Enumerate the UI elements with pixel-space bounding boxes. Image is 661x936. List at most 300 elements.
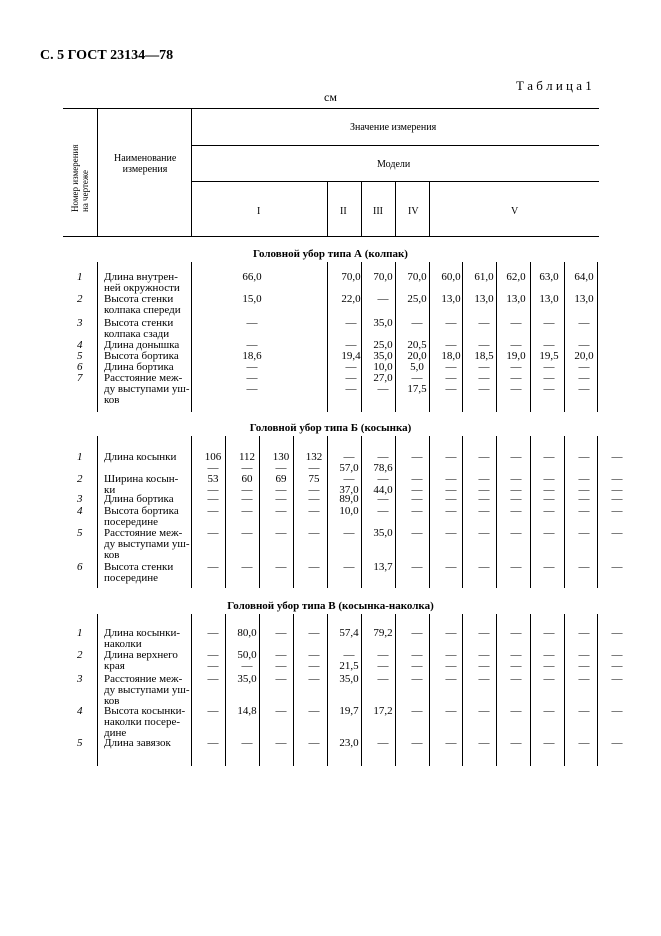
row-number: 5 — [77, 737, 83, 749]
table-label: Т а б л и ц а 1 — [516, 78, 592, 93]
measurement-name: наколки — [104, 638, 142, 650]
value-cell: — — [377, 293, 389, 305]
measurement-name: Расстояние меж- — [104, 372, 183, 384]
value-cell: — — [445, 451, 457, 463]
value-cell: 70,0 — [341, 271, 361, 283]
value-cell: — — [543, 527, 555, 539]
value-cell: — — [275, 505, 287, 517]
name-header: Наименование измерения — [114, 153, 177, 175]
value-cell: — — [411, 493, 423, 505]
measurement-name: ков — [104, 394, 120, 406]
value-cell: 75 — [308, 473, 320, 485]
measurement-name: Высота стенки — [104, 317, 174, 329]
value-cell: — — [543, 473, 555, 485]
value-cell: — — [345, 361, 357, 373]
value-cell: — — [510, 372, 522, 384]
model-2: II — [340, 206, 347, 217]
measurement-name: ков — [104, 549, 120, 561]
value-cell: — — [578, 493, 590, 505]
value-cell: 5,0 — [410, 361, 424, 373]
value-cell: 19,4 — [341, 350, 361, 362]
value-cell: — — [246, 339, 258, 351]
value-cell: — — [543, 339, 555, 351]
measurement-name: ков — [104, 695, 120, 707]
value-cell: 13,0 — [574, 293, 594, 305]
value-cell: — — [345, 339, 357, 351]
value-cell: — — [543, 451, 555, 463]
value-cell: — — [478, 473, 490, 485]
value-cell: — — [241, 660, 253, 672]
measurement-name: Длина бортика — [104, 361, 174, 373]
value-cell: — — [275, 561, 287, 573]
num-header: Номер измерения на чертеже — [70, 144, 90, 212]
value-cell: — — [611, 673, 623, 685]
value-cell: 35,0 — [373, 350, 393, 362]
value-cell: — — [246, 383, 258, 395]
value-cell: — — [611, 737, 623, 749]
value-cell: 17,2 — [373, 705, 393, 717]
measurement-name: Расстояние меж- — [104, 527, 183, 539]
value-cell: — — [510, 339, 522, 351]
measurement-name: дине — [104, 727, 127, 739]
measurement-name: ду выступами уш- — [104, 383, 190, 395]
column-divider — [191, 614, 192, 766]
column-divider — [97, 262, 98, 412]
column-divider — [327, 262, 328, 412]
value-cell: — — [411, 527, 423, 539]
measurement-name: Длина внутрен- — [104, 271, 178, 283]
value-header: Значение измерения — [350, 122, 437, 133]
value-cell: 21,5 — [339, 660, 359, 672]
value-cell: — — [345, 383, 357, 395]
value-cell: — — [578, 361, 590, 373]
value-cell: — — [207, 527, 219, 539]
value-cell: — — [611, 527, 623, 539]
value-cell: — — [543, 737, 555, 749]
measurement-name: колпака спереди — [104, 304, 181, 316]
value-cell: — — [275, 673, 287, 685]
value-cell: — — [377, 505, 389, 517]
value-cell: — — [543, 361, 555, 373]
value-cell: 53 — [207, 473, 219, 485]
column-divider — [191, 262, 192, 412]
value-cell: — — [445, 493, 457, 505]
value-cell: 130 — [272, 451, 290, 463]
value-cell: — — [275, 705, 287, 717]
measurement-name: посередине — [104, 572, 159, 584]
column-divider — [191, 436, 192, 588]
value-cell: — — [308, 493, 320, 505]
value-cell: 10,0 — [373, 361, 393, 373]
row-number: 3 — [77, 493, 83, 505]
row-number: 4 — [77, 505, 83, 517]
value-cell: 18,5 — [474, 350, 494, 362]
value-cell: — — [246, 372, 258, 384]
value-cell: — — [543, 317, 555, 329]
value-cell: — — [578, 649, 590, 661]
value-cell: — — [343, 561, 355, 573]
value-cell: 112 — [238, 451, 256, 463]
value-cell: — — [377, 493, 389, 505]
value-cell: 69 — [275, 473, 287, 485]
value-cell: — — [377, 473, 389, 485]
value-cell: — — [241, 737, 253, 749]
model-4: IV — [408, 206, 419, 217]
value-cell: — — [207, 462, 219, 474]
value-cell: — — [207, 627, 219, 639]
value-cell: 22,0 — [341, 293, 361, 305]
value-cell: — — [241, 561, 253, 573]
value-cell: — — [543, 627, 555, 639]
value-cell: 80,0 — [237, 627, 257, 639]
model-3: III — [373, 206, 383, 217]
value-cell: — — [207, 737, 219, 749]
value-cell: — — [411, 649, 423, 661]
value-cell: — — [308, 660, 320, 672]
value-cell: — — [411, 673, 423, 685]
value-cell: 14,8 — [237, 705, 257, 717]
value-cell: 27,0 — [373, 372, 393, 384]
value-cell: — — [207, 493, 219, 505]
value-cell: 13,0 — [441, 293, 461, 305]
value-cell: — — [445, 505, 457, 517]
measurement-name: посередине — [104, 516, 159, 528]
column-divider — [564, 262, 565, 412]
value-cell: — — [478, 673, 490, 685]
value-cell: — — [377, 673, 389, 685]
value-cell: — — [246, 317, 258, 329]
value-cell: 25,0 — [407, 293, 427, 305]
value-cell: — — [275, 462, 287, 474]
value-cell: — — [377, 383, 389, 395]
column-divider — [564, 614, 565, 766]
value-cell: — — [275, 627, 287, 639]
measurement-name: Высота стенки — [104, 293, 174, 305]
value-cell: — — [510, 451, 522, 463]
value-cell: — — [445, 627, 457, 639]
measurement-name: Длина завязок — [104, 737, 171, 749]
value-cell: — — [611, 660, 623, 672]
value-cell: — — [308, 505, 320, 517]
value-cell: — — [510, 737, 522, 749]
value-cell: — — [478, 493, 490, 505]
value-cell: — — [478, 737, 490, 749]
value-cell: — — [578, 527, 590, 539]
value-cell: — — [510, 561, 522, 573]
value-cell: 106 — [204, 451, 222, 463]
value-cell: — — [345, 372, 357, 384]
value-cell: — — [343, 451, 355, 463]
value-cell: 15,0 — [242, 293, 262, 305]
value-cell: 19,5 — [539, 350, 559, 362]
value-cell: 132 — [305, 451, 323, 463]
value-cell: — — [246, 361, 258, 373]
value-cell: — — [275, 649, 287, 661]
value-cell: 60,0 — [441, 271, 461, 283]
value-cell: — — [411, 451, 423, 463]
value-cell: — — [241, 484, 253, 496]
value-cell: — — [377, 451, 389, 463]
value-cell: 35,0 — [373, 317, 393, 329]
value-cell: — — [445, 660, 457, 672]
value-cell: — — [578, 705, 590, 717]
column-divider — [97, 614, 98, 766]
value-cell: — — [611, 505, 623, 517]
value-cell: — — [445, 361, 457, 373]
value-cell: — — [611, 493, 623, 505]
value-cell: — — [478, 660, 490, 672]
measurement-name: Высота бортика — [104, 505, 179, 517]
row-number: 6 — [77, 361, 83, 373]
measurement-name: Высота косынки- — [104, 705, 186, 717]
value-cell: — — [543, 505, 555, 517]
value-cell: 57,0 — [339, 462, 359, 474]
measurement-name: Длина косынки — [104, 451, 177, 463]
measurement-name: Высота бортика — [104, 350, 179, 362]
value-cell: — — [578, 383, 590, 395]
value-cell: — — [241, 493, 253, 505]
value-cell: — — [611, 705, 623, 717]
measurement-name: ду выступами уш- — [104, 538, 190, 550]
value-cell: — — [543, 561, 555, 573]
value-cell: 18,6 — [242, 350, 262, 362]
value-cell: 19,7 — [339, 705, 359, 717]
value-cell: 61,0 — [474, 271, 494, 283]
value-cell: — — [445, 484, 457, 496]
value-cell: — — [510, 527, 522, 539]
value-cell: — — [207, 673, 219, 685]
value-cell: — — [611, 473, 623, 485]
column-divider — [97, 436, 98, 588]
value-cell: — — [308, 462, 320, 474]
model-5: V — [511, 206, 519, 217]
value-cell: — — [411, 737, 423, 749]
value-cell: — — [478, 561, 490, 573]
value-cell: — — [510, 649, 522, 661]
value-cell: — — [510, 673, 522, 685]
value-cell: 63,0 — [539, 271, 559, 283]
value-cell: — — [445, 649, 457, 661]
value-cell: 13,0 — [506, 293, 526, 305]
value-cell: 62,0 — [506, 271, 526, 283]
value-cell: 78,6 — [373, 462, 393, 474]
value-cell: 70,0 — [373, 271, 393, 283]
value-cell: — — [275, 660, 287, 672]
row-number: 2 — [77, 293, 83, 305]
value-cell: — — [611, 649, 623, 661]
column-divider — [564, 436, 565, 588]
value-cell: — — [611, 484, 623, 496]
value-cell: — — [510, 705, 522, 717]
value-cell: — — [478, 505, 490, 517]
value-cell: 20,0 — [407, 350, 427, 362]
value-cell: — — [478, 383, 490, 395]
row-number: 1 — [77, 451, 83, 463]
value-cell: — — [478, 339, 490, 351]
value-cell: — — [308, 705, 320, 717]
value-cell: — — [578, 627, 590, 639]
measurement-name: ней окружности — [104, 282, 180, 294]
value-cell: — — [578, 339, 590, 351]
value-cell: — — [241, 505, 253, 517]
value-cell: — — [241, 527, 253, 539]
value-cell: — — [445, 372, 457, 384]
value-cell: 25,0 — [373, 339, 393, 351]
value-cell: 64,0 — [574, 271, 594, 283]
row-number: 1 — [77, 627, 83, 639]
value-cell: — — [445, 383, 457, 395]
value-cell: — — [478, 451, 490, 463]
value-cell: — — [578, 372, 590, 384]
section-title: Головной убор типа В (косынка-наколка) — [227, 600, 434, 612]
value-cell: — — [411, 317, 423, 329]
measurement-name: Высота стенки — [104, 561, 174, 573]
value-cell: — — [578, 505, 590, 517]
value-cell: 57,4 — [339, 627, 359, 639]
value-cell: — — [411, 705, 423, 717]
value-cell: — — [207, 705, 219, 717]
value-cell: — — [478, 527, 490, 539]
value-cell: — — [543, 660, 555, 672]
model-1: I — [257, 206, 261, 217]
value-cell: — — [543, 649, 555, 661]
value-cell: — — [578, 473, 590, 485]
value-cell: — — [207, 484, 219, 496]
value-cell: 35,0 — [373, 527, 393, 539]
value-cell: — — [411, 505, 423, 517]
value-cell: — — [411, 660, 423, 672]
value-cell: — — [510, 317, 522, 329]
value-cell: — — [411, 372, 423, 384]
value-cell: 13,7 — [373, 561, 393, 573]
value-cell: — — [445, 673, 457, 685]
value-cell: — — [510, 473, 522, 485]
value-cell: — — [611, 451, 623, 463]
row-number: 7 — [77, 372, 83, 384]
value-cell: — — [343, 473, 355, 485]
value-cell: — — [241, 462, 253, 474]
measurement-name: колпака сзади — [104, 328, 170, 340]
value-cell: — — [308, 627, 320, 639]
value-cell: — — [445, 737, 457, 749]
value-cell: 79,2 — [373, 627, 393, 639]
value-cell: 35,0 — [237, 673, 257, 685]
value-cell: — — [510, 627, 522, 639]
value-cell: — — [308, 527, 320, 539]
value-cell: 13,0 — [474, 293, 494, 305]
row-number: 6 — [77, 561, 83, 573]
measurement-name: ду выступами уш- — [104, 684, 190, 696]
value-cell: — — [578, 660, 590, 672]
value-cell: 10,0 — [339, 505, 359, 517]
value-cell: — — [478, 484, 490, 496]
value-cell: — — [478, 649, 490, 661]
value-cell: 44,0 — [373, 484, 393, 496]
value-cell: — — [377, 737, 389, 749]
value-cell: — — [411, 627, 423, 639]
value-cell: — — [510, 493, 522, 505]
value-cell: 20,5 — [407, 339, 427, 351]
value-cell: — — [510, 361, 522, 373]
value-cell: — — [611, 627, 623, 639]
measurement-name: Длина бортика — [104, 493, 174, 505]
measurement-name: Длина верхнего — [104, 649, 178, 661]
value-cell: — — [275, 527, 287, 539]
value-cell: — — [478, 705, 490, 717]
value-cell: — — [207, 561, 219, 573]
value-cell: — — [345, 317, 357, 329]
value-cell: — — [445, 527, 457, 539]
row-number: 2 — [77, 649, 83, 661]
value-cell: — — [478, 627, 490, 639]
value-cell: — — [207, 505, 219, 517]
value-cell: — — [343, 527, 355, 539]
value-cell: — — [445, 339, 457, 351]
value-cell: — — [377, 649, 389, 661]
value-cell: — — [207, 649, 219, 661]
value-cell: 18,0 — [441, 350, 461, 362]
value-cell: — — [611, 561, 623, 573]
row-number: 1 — [77, 271, 83, 283]
row-number: 4 — [77, 705, 83, 717]
value-cell: 17,5 — [407, 383, 427, 395]
value-cell: — — [510, 383, 522, 395]
value-cell: 35,0 — [339, 673, 359, 685]
value-cell: — — [543, 493, 555, 505]
value-cell: — — [308, 737, 320, 749]
row-number: 5 — [77, 527, 83, 539]
section-title: Головной убор типа А (колпак) — [253, 248, 408, 260]
measurement-name: наколки посере- — [104, 716, 180, 728]
value-cell: — — [275, 484, 287, 496]
value-cell: — — [411, 484, 423, 496]
value-cell: — — [343, 649, 355, 661]
value-cell: — — [308, 673, 320, 685]
value-cell: — — [510, 505, 522, 517]
value-cell: — — [543, 673, 555, 685]
value-cell: 50,0 — [237, 649, 257, 661]
value-cell: 70,0 — [407, 271, 427, 283]
value-cell: — — [411, 473, 423, 485]
value-cell: — — [478, 317, 490, 329]
value-cell: — — [510, 484, 522, 496]
value-cell: 23,0 — [339, 737, 359, 749]
value-cell: — — [578, 673, 590, 685]
value-cell: 19,0 — [506, 350, 526, 362]
value-cell: — — [578, 737, 590, 749]
row-number: 5 — [77, 350, 83, 362]
row-number: 4 — [77, 339, 83, 351]
value-cell: — — [578, 317, 590, 329]
value-cell: — — [377, 660, 389, 672]
value-cell: — — [275, 737, 287, 749]
value-cell: — — [543, 484, 555, 496]
value-cell: — — [543, 372, 555, 384]
measurement-name: Расстояние меж- — [104, 673, 183, 685]
row-number: 2 — [77, 473, 83, 485]
value-cell: — — [445, 705, 457, 717]
value-cell: — — [207, 660, 219, 672]
value-cell: 13,0 — [539, 293, 559, 305]
value-cell: 89,0 — [339, 493, 359, 505]
measurement-name: Ширина косын- — [104, 473, 179, 485]
value-cell: — — [308, 561, 320, 573]
measurement-name: Длина донышка — [104, 339, 180, 351]
value-cell: — — [445, 473, 457, 485]
measurement-name: Длина косынки- — [104, 627, 181, 639]
value-cell: — — [308, 649, 320, 661]
unit-label: см — [324, 90, 337, 104]
